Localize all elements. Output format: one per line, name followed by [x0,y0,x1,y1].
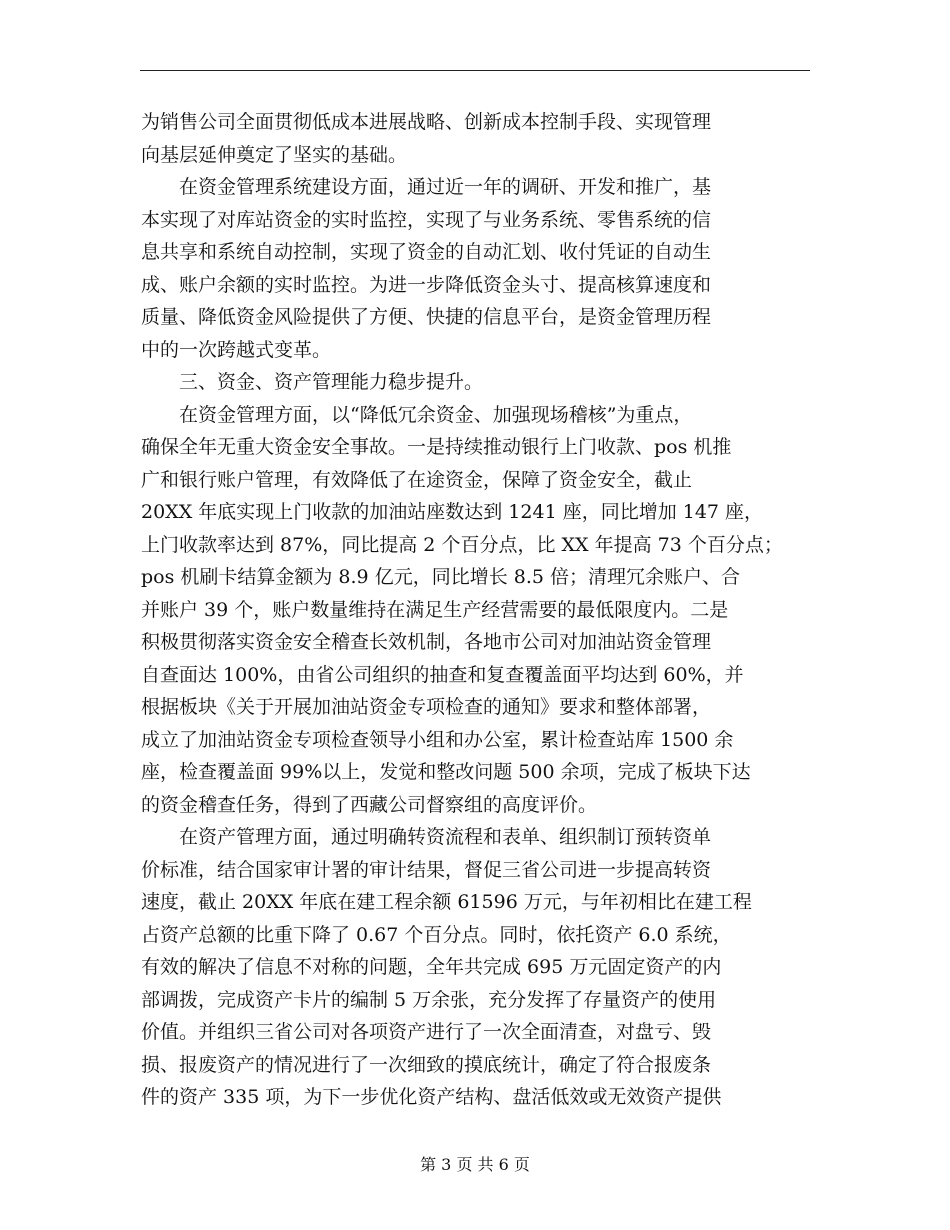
text-line: 部调拨，完成资产卡片的编制 5 万余张，充分发挥了存量资产的使用 [141,988,717,1011]
text-line: 成立了加油站资金专项检查领导小组和办公室，累计检查站库 1500 余 [141,728,734,751]
paragraph [141,399,813,822]
text-line: 自查面达 100%，由省公司组织的抽查和复查覆盖面平均达到 60%，并 [141,663,744,686]
text-line: 中的一次跨越式变革。 [141,338,332,361]
text-line: 并账户 39 个，账户数量维持在满足生产经营需要的最低限度内。二是 [141,598,729,621]
text-line: 在资金管理方面，以“降低冗余资金、加强现场稽核”为重点， [179,403,693,426]
text-line: 积极贯彻落实资金安全稽查长效机制，各地市公司对加油站资金管理 [141,631,712,653]
page-footer: 第 3 页 共 6 页 [420,1155,530,1174]
text-line: 在资产管理方面，通过明确转资流程和表单、组织制订预转资单 [179,826,712,848]
text-line: 件的资产 335 项，为下一步优化资产结构、盘活低效或无效资产提供 [141,1086,722,1108]
text-line: 座，检查覆盖面 99%以上，发觉和整改问题 500 余项，完成了板块下达 [141,761,751,783]
text-line: 价值。并组织三省公司对各项资产进行了一次全面清查，对盘亏、毁 [141,1021,712,1043]
paragraph [141,106,813,171]
text-line: 本实现了对库站资金的实时监控，实现了与业务系统、零售系统的信 [141,208,712,231]
text-line: 成、账户余额的实时监控。为进一步降低资金头寸、提高核算速度和 [141,273,712,296]
text-line: 根据板块《关于开展加油站资金专项检查的通知》要求和整体部署， [141,696,712,718]
text-line: 速度，截止 20XX 年底在建工程余额 61596 万元，与年初相比在建工程 [141,891,752,913]
text-line: 20XX 年底实现上门收款的加油站座数达到 1241 座，同比增加 147 座， [141,501,764,523]
text-line: 向基层延伸奠定了坚实的基础。 [141,143,408,166]
text-line: 上门收款率达到 87%，同比提高 2 个百分点，比 XX 年提高 73 个百分点； [141,533,783,556]
text-line: 占资产总额的比重下降了 0.67 个百分点。同时，依托资产 6.0 系统， [141,923,732,946]
text-line: 三、资金、资产管理能力稳步提升。 [179,371,484,393]
header-rule [140,70,810,71]
text-line: 在资金管理系统建设方面，通过近一年的调研、开发和推广，基 [179,176,712,198]
paragraph [141,366,813,399]
document-body [141,106,813,1114]
paragraph [141,821,813,1114]
text-line: pos 机刷卡结算金额为 8.9 亿元，同比增长 8.5 倍；清理冗余账户、合 [141,566,740,588]
text-line: 息共享和系统自动控制，实现了资金的自动汇划、收付凭证的自动生 [141,241,712,263]
text-line: 质量、降低资金风险提供了方便、快捷的信息平台，是资金管理历程 [141,306,712,328]
text-line: 价标准，结合国家审计署的审计结果，督促三省公司进一步提高转资 [141,858,712,881]
text-line: 有效的解决了信息不对称的问题，全年共完成 695 万元固定资产的内 [141,956,722,978]
text-line: 的资金稽查任务，得到了西藏公司督察组的高度评价。 [141,793,598,816]
text-line: 确保全年无重大资金安全事故。一是持续推动银行上门收款、pos 机推 [141,436,732,458]
text-line: 为销售公司全面贯彻低成本进展战略、创新成本控制手段、实现管理 [141,111,712,133]
text-line: 损、报废资产的情况进行了一次细致的摸底统计，确定了符合报废条 [141,1053,712,1076]
paragraph [141,171,813,366]
text-line: 广和银行账户管理，有效降低了在途资金，保障了资金安全，截止 [141,468,693,491]
